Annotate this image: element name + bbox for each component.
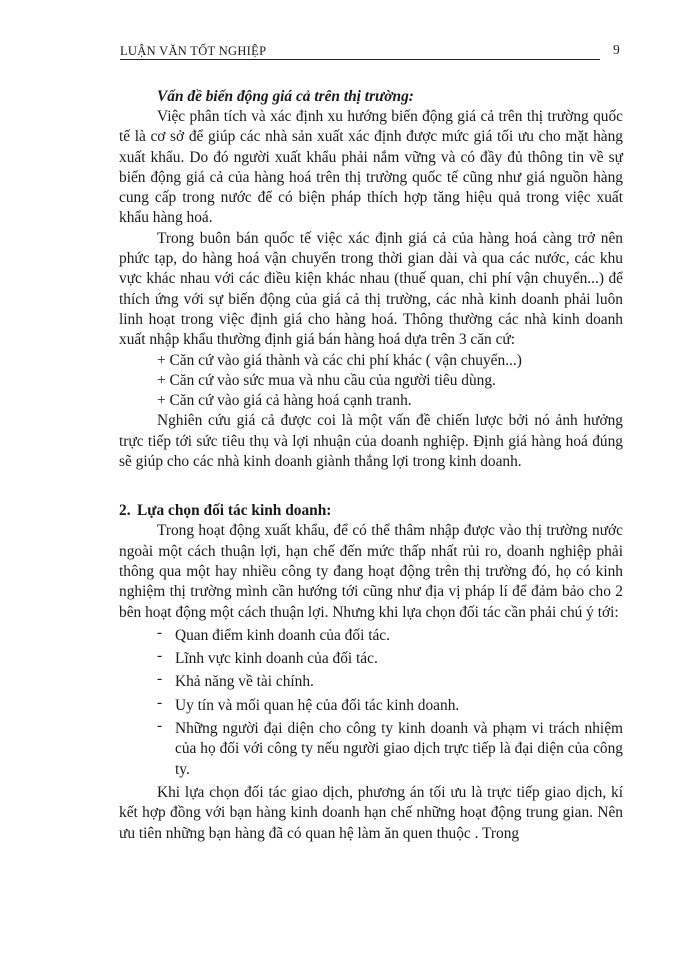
dash-bullet: -	[157, 693, 163, 711]
list-item-text: Uy tín và mối quan hệ của đối tác kinh doanh.	[175, 696, 460, 714]
page-body	[119, 86, 623, 844]
list-item-text: Những người đại diện cho công ty kinh doanh và phạm vi trách nhiệm của họ đối với công ty nếu người giao dịch trực tiếp là đại diện của công ty.	[175, 720, 623, 778]
list-item	[119, 672, 623, 692]
list-item	[119, 693, 623, 716]
dash-bullet: -	[157, 717, 163, 735]
list-item: + Căn cứ vào giá cả hàng hoá cạnh tranh.	[157, 392, 412, 410]
criteria-list	[119, 623, 623, 780]
list-item	[119, 719, 623, 780]
section-number: 2.	[119, 502, 131, 520]
header-rule	[120, 59, 600, 60]
paragraph: Trong buôn bán quốc tế việc xác định giá cả của hàng hoá càng trở nên phức tạp, do hàng hoá vận chuyển trong thời gian dài và qua các nước, các khu vực khác nhau với các điều kiện khác nhau (thuế quan, chi phí vận chuyển...) để thích ứng với sự biến động của giá cả thị trường, các nhà kinh doanh phải luôn linh hoạt trong việc định giá cho hàng hoá. Thông thường các nhà kinh doanh xuất nhập khẩu thường định giá bán hàng hoá dựa trên 3 căn cứ:	[119, 229, 623, 349]
list-item: + Căn cứ vào sức mua và nhu cầu của người tiêu dùng.	[157, 371, 496, 389]
section-heading	[119, 501, 623, 521]
list-item: + Căn cứ vào giá thành và các chi phí khác ( vận chuyển...)	[157, 351, 522, 369]
list-item	[119, 623, 623, 646]
dash-bullet: -	[157, 623, 163, 641]
paragraph: Khi lựa chọn đối tác giao dịch, phương án tối ưu là trực tiếp giao dịch, kí kết hợp đồng với bạn hàng kinh doanh hạn chế những hoạt động trung gian. Nên ưu tiên những bạn hàng đã có quan hệ làm ăn quen thuộc . Trong	[119, 783, 623, 842]
paragraph: Việc phân tích và xác định xu hướng biến động giá cả trên thị trường quốc tế là cơ sở để giúp các nhà sản xuất xác định được mức giá tối ưu cho mặt hàng xuất khẩu. Do đó người xuất khẩu phải nắm vững và có đầy đủ thông tin về sự biến động giá cả của hàng hoá trên thị trường quốc tế cũng như giá nguồn hàng cung cấp trong nước để có biện pháp thích hợp tăng hiệu quả trong việc xuất khẩu hàng hoá.	[119, 108, 623, 227]
dash-bullet: -	[157, 670, 163, 688]
section-title: Lựa chọn đối tác kinh doanh:	[137, 502, 332, 520]
page-number: 9	[613, 42, 620, 57]
list-item-text: Lĩnh vực kinh doanh của đối tác.	[175, 650, 378, 668]
paragraph: Nghiên cứu giá cả được coi là một vấn đề chiến lược bởi nó ảnh hưởng trực tiếp tới sức tiêu thụ và lợi nhuận của doanh nghiệp. Định giá hàng hoá đúng sẽ giúp cho các nhà kinh doanh giành thắng lợi trong kinh doanh.	[119, 412, 623, 471]
list-item-text: Khả năng về tài chính.	[175, 673, 314, 691]
dash-bullet: -	[157, 647, 163, 665]
list-item	[119, 649, 623, 669]
running-header: LUẬN VĂN TỐT NGHIỆP	[120, 44, 267, 58]
list-item-text: Quan điểm kinh doanh của đối tác.	[175, 626, 390, 644]
subsection-heading: Vấn đề biến động giá cả trên thị trường:	[157, 88, 414, 105]
paragraph: Trong hoạt động xuất khẩu, để có thể thâm nhập được vào thị trường nước ngoài một cách thuận lợi, hạn chế đến mức thấp nhất rủi ro, doanh nghiệp phải thông qua một hay nhiều công ty đang hoạt động trên thị trường đó, họ có kinh nghiệm thị trường mình cần hướng tới cũng như địa vị pháp lí để đảm bảo cho 2 bên hoạt động một cách thuận lợi. Nhưng khi lựa chọn đối tác cần phải chú ý tới:	[119, 522, 623, 621]
